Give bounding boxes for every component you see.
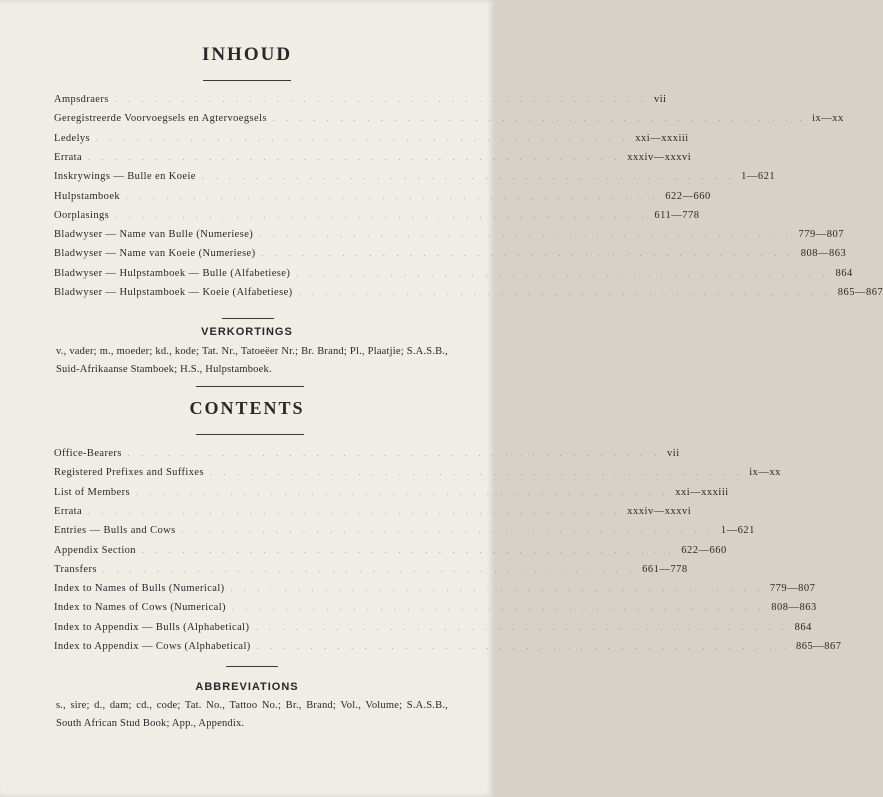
toc-entry <box>54 248 847 266</box>
toc-entry-page: ix—xx <box>812 113 844 125</box>
toc-entry-page: 864 <box>794 621 812 633</box>
dot-leader: . . . . . . . . . . . . . . . . . . . . . . . . . . . . . . . . . . . . . . . . <box>201 173 736 182</box>
toc-entry <box>54 602 817 620</box>
toc-entry-label: Entries — Bulls and Cows <box>54 525 176 537</box>
toc-entry-label: Office-Bearers <box>54 448 122 459</box>
toc-entry <box>54 544 727 563</box>
toc-entry <box>54 448 680 466</box>
abbreviations-text: s., sire; d., dam; cd., code; Tat. No., Tattoo No.; Br., Brand; Vol., Volume; S.A.S.B., South African Stud Book; App., Appendix. <box>56 700 448 729</box>
toc-entry-label: Inskrywings — Bulle en Koeie <box>54 171 196 183</box>
dot-leader: . . . . . . . . . . . . . . . . . . . . . . . . . . . . . . . . . . . . . . . . <box>272 115 807 124</box>
dot-leader: . . . . . . . . . . . . . . . . . . . . . . . . . . . . . . . . . . . . . . . . <box>296 269 830 278</box>
toc-entry-page: 611—778 <box>654 209 700 221</box>
abbreviations-title: ABBREVIATIONS <box>195 681 299 693</box>
toc-entry <box>54 190 711 209</box>
toc-entry-page: xxi—xxxiii <box>635 132 689 144</box>
abbreviations-rule-top <box>226 666 278 667</box>
dot-leader: . . . . . . . . . . . . . . . . . . . . . . . . . . . . . . . . . . . . . . . . <box>209 469 744 478</box>
toc-entry-page: xxxiv—xxxvi <box>627 151 692 163</box>
dot-leader: . . . . . . . . . . . . . . . . . . . . . . . . . . . . . . . . . . . . . . . . <box>114 96 648 104</box>
dot-leader: . . . . . . . . . . . . . . . . . . . . . . . . . . . . . . . . . . . . . . . . <box>115 211 649 220</box>
toc-entry <box>54 113 844 131</box>
toc-entry-label: Registered Prefixes and Suffixes <box>54 467 204 479</box>
toc-entry <box>54 287 883 305</box>
verkortings-title: VERKORTINGS <box>201 326 293 338</box>
dot-leader: . . . . . . . . . . . . . . . . . . . . . . . . . . . . . . . . . . . . . . . . <box>230 585 764 594</box>
contents-title: CONTENTS <box>189 398 305 418</box>
toc-entry-page: 661—778 <box>642 563 688 575</box>
toc-entry <box>54 171 776 189</box>
dot-leader: . . . . . . . . . . . . . . . . . . . . . . . . . . . . . . . . . . . . . . . . <box>259 231 793 240</box>
dot-leader: . . . . . . . . . . . . . . . . . . . . . . . . . . . . . . . . . . . . . . . . <box>181 527 715 536</box>
toc-entry-page: 808—863 <box>800 248 847 260</box>
toc-entry-page: xxi—xxxiii <box>675 486 729 498</box>
dot-leader: . . . . . . . . . . . . . . . . . . . . . . . . . . . . . . . . . . . . . . . . <box>96 134 630 143</box>
toc-entry-page: xxxiv—xxxvi <box>627 505 692 517</box>
toc-entry-label: Errata <box>54 505 83 517</box>
toc-entry <box>54 94 667 112</box>
toc-entry-label: Ledelys <box>54 132 91 144</box>
toc-entry-label: Index to Names of Cows (Numerical) <box>54 602 226 614</box>
toc-entry <box>54 151 692 170</box>
verkortings-text: v., vader; m., moeder; kd., kode; Tat. Nr., Tatoeëer Nr.; Br. Brand; Pl., Plaatjie; S.A.S.B., Suid-Afrikaanse Stamboek; H.S., Hulpstamboek. <box>56 346 448 375</box>
toc-entry-page: ix—xx <box>749 467 781 479</box>
toc-entry-label: Appendix Section <box>54 544 136 556</box>
toc-entry-label: Errata <box>54 151 83 163</box>
dot-leader: . . . . . . . . . . . . . . . . . . . . . . . . . . . . . . . . . . . . . . . . <box>102 565 637 574</box>
toc-entry-label: Bladwyser — Name van Bulle (Numeriese) <box>54 229 254 241</box>
verkortings-rule-top <box>222 318 274 319</box>
toc-entry-label: Hulpstamboek <box>54 190 121 202</box>
inhoud-rule <box>203 80 291 81</box>
toc-entry <box>54 132 689 151</box>
inhoud-title: INHOUD <box>201 44 293 65</box>
toc-entry <box>54 209 700 228</box>
toc-entry-page: 779—807 <box>769 583 816 595</box>
dot-leader: . . . . . . . . . . . . . . . . . . . . . . . . . . . . . . . . . . . . . . . . <box>136 488 670 497</box>
dot-leader: . . . . . . . . . . . . . . . . . . . . . . . . . . . . . . . . . . . . . . . . <box>261 250 795 259</box>
toc-entry-label: Geregistreerde Voorvoegsels en Agtervoegsels <box>54 113 267 125</box>
toc-entry-label: Ampsdraers <box>54 94 109 105</box>
toc-entry <box>54 563 688 582</box>
toc-entry-label: Index to Appendix — Bulls (Alphabetical) <box>54 621 250 633</box>
toc-entry-label: Bladwyser — Hulpstamboek — Bulle (Alfabetiese) <box>54 267 291 279</box>
dot-leader: . . . . . . . . . . . . . . . . . . . . . . . . . . . . . . . . . . . . . . . . <box>298 289 832 297</box>
toc-entry <box>54 583 816 601</box>
toc-entry <box>54 621 812 640</box>
toc-entry-page: 622—660 <box>681 544 727 556</box>
dot-leader: . . . . . . . . . . . . . . . . . . . . . . . . . . . . . . . . . . . . . . . . <box>255 623 789 632</box>
toc-entry-page: 808—863 <box>771 602 817 614</box>
toc-entry-page: 865—867 <box>795 641 842 652</box>
toc-entry-label: List of Members <box>54 486 130 498</box>
contents-rule-top <box>196 386 304 387</box>
toc-entry-label: Index to Names of Bulls (Numerical) <box>54 583 225 595</box>
dot-leader: . . . . . . . . . . . . . . . . . . . . . . . . . . . . . . . . . . . . . . . . <box>88 153 622 162</box>
dot-leader: . . . . . . . . . . . . . . . . . . . . . . . . . . . . . . . . . . . . . . . . <box>88 507 622 516</box>
toc-entry-page: 779—807 <box>798 229 844 241</box>
toc-entry <box>54 486 729 505</box>
toc-entry <box>54 267 853 286</box>
toc-entry-label: Transfers <box>54 563 97 575</box>
toc-entry <box>54 525 755 543</box>
contents-rule-bottom <box>196 434 304 435</box>
toc-entry <box>54 229 844 247</box>
toc-entry-page: vii <box>654 94 667 105</box>
toc-entry-page: 864 <box>835 267 853 279</box>
dot-leader: . . . . . . . . . . . . . . . . . . . . . . . . . . . . . . . . . . . . . . . . <box>126 192 660 201</box>
toc-entry-page: 622—660 <box>665 190 711 202</box>
toc-entry <box>54 467 781 485</box>
toc-entry-label: Oorplasings <box>54 209 110 221</box>
dot-leader: . . . . . . . . . . . . . . . . . . . . . . . . . . . . . . . . . . . . . . . . <box>127 450 662 458</box>
toc-entry-page: 865—867 <box>837 287 883 298</box>
toc-entry <box>54 641 842 659</box>
toc-entry-label: Index to Appendix — Cows (Alphabetical) <box>54 641 251 652</box>
dot-leader: . . . . . . . . . . . . . . . . . . . . . . . . . . . . . . . . . . . . . . . . <box>256 643 790 651</box>
toc-entry <box>54 505 692 524</box>
toc-entry-label: Bladwyser — Hulpstamboek — Koeie (Alfabetiese) <box>54 287 293 298</box>
toc-entry-page: 1—621 <box>720 525 755 537</box>
dot-leader: . . . . . . . . . . . . . . . . . . . . . . . . . . . . . . . . . . . . . . . . <box>141 546 676 555</box>
toc-entry-page: 1—621 <box>741 171 776 183</box>
toc-entry-label: Bladwyser — Name van Koeie (Numeriese) <box>54 248 256 260</box>
dot-leader: . . . . . . . . . . . . . . . . . . . . . . . . . . . . . . . . . . . . . . . . <box>231 604 766 613</box>
toc-entry-page: vii <box>667 448 680 459</box>
